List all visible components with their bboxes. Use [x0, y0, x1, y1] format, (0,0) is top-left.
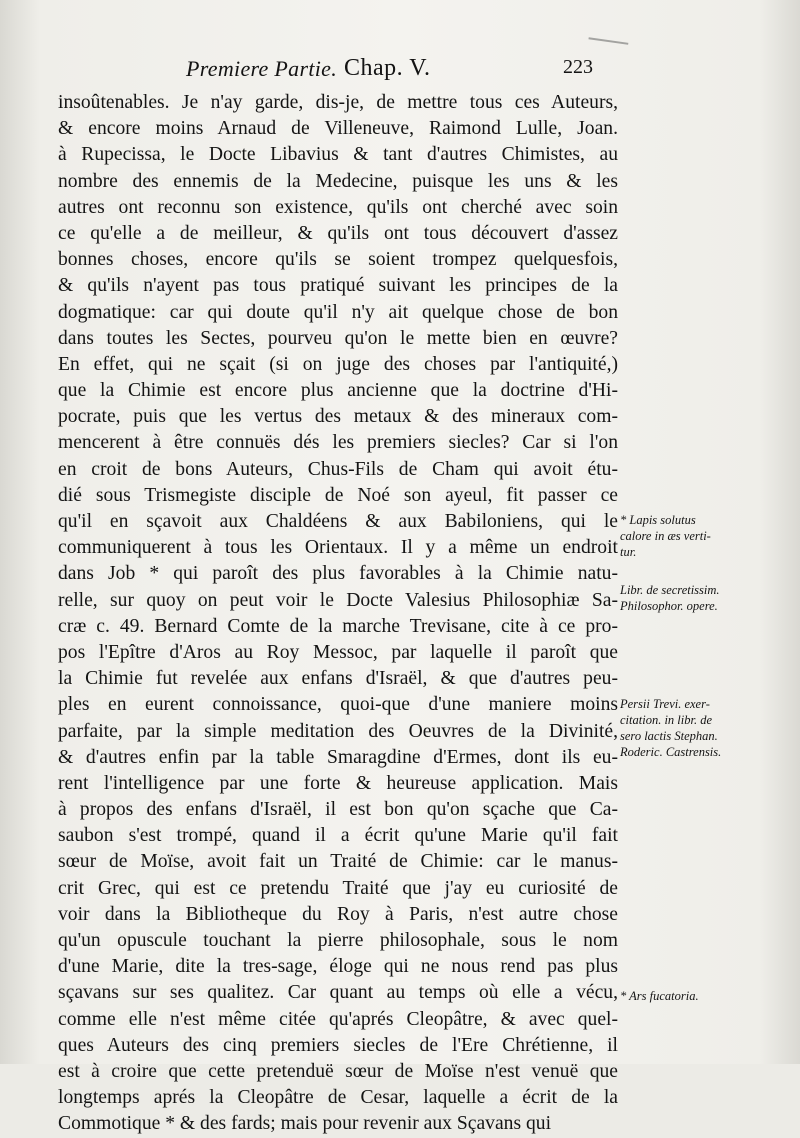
- margin-note-line: tur.: [620, 545, 637, 559]
- text-line: dans Job * qui paroît des plus favorables à la Chimie natu-: [58, 563, 618, 585]
- text-line: longtemps aprés la Cleopâtre de Cesar, laquelle a écrit de la: [58, 1087, 618, 1109]
- body-text: [58, 90, 618, 1138]
- text-line: En effet, qui ne sçait (si on juge des choses par l'antiquité,): [58, 353, 618, 375]
- text-line: communiquerent à tous les Orientaux. Il y a même un endroit: [58, 537, 618, 559]
- margin-note-line: * Ars fucatoria.: [620, 989, 699, 1003]
- text-line: dié sous Trismegiste disciple de Noé son ayeul, fit passer ce: [58, 484, 618, 506]
- text-line: la Chimie fut revelée aux enfans d'Israël, & que d'autres peu-: [58, 668, 618, 690]
- paper-blemish: [588, 37, 629, 50]
- text-line: autres ont reconnu son existence, qu'ils ont cherché avec soin: [58, 196, 618, 218]
- text-line: & d'autres enfin par la table Smaragdine d'Ermes, dont ils eu-: [58, 746, 618, 768]
- running-head-title: Premiere Partie.: [186, 56, 338, 81]
- text-line: crit Grec, qui est ce pretendu Traité que j'ay eu curiosité de: [58, 877, 618, 899]
- text-line: sçavans sur ses qualitez. Car quant au temps où elle a vécu,: [58, 982, 618, 1004]
- text-line: qu'un opuscule touchant la pierre philosophale, sous le nom: [58, 930, 618, 951]
- text-line: pocrate, puis que les vertus des metaux & des mineraux com-: [58, 406, 618, 428]
- text-line: à Rupecissa, le Docte Libavius & tant d'autres Chimistes, au: [58, 144, 618, 166]
- text-line: ques Auteurs des cinq premiers siecles de l'Ere Chrétienne, il: [58, 1034, 618, 1056]
- text-line: Commotique * & des fards; mais pour revenir aux Sçavans qui: [58, 1113, 552, 1135]
- margin-note-libr: [620, 582, 792, 614]
- page-number: 223: [563, 56, 593, 78]
- text-line: ples en eurent connoissance, quoi-que d'une maniere moins: [58, 694, 618, 716]
- text-line: ce qu'elle a de meilleur, & qu'ils ont tous découvert d'assez: [58, 222, 618, 244]
- margin-note-line: Libr. de secretissim.: [620, 583, 720, 597]
- text-line: voir dans la Bibliotheque du Roy à Paris, n'est autre chose: [58, 903, 618, 925]
- text-line: nombre des ennemis de la Medecine, puisque les uns & les: [58, 170, 618, 192]
- margin-note-line: citation. in libr. de: [620, 713, 713, 727]
- margin-note-lapis: [620, 512, 792, 560]
- text-line: que la Chimie est encore plus ancienne que la doctrine d'Hi-: [58, 380, 618, 402]
- running-head: [0, 56, 800, 86]
- text-line: d'une Marie, dite la tres-sage, éloge qui ne nous rend pas plus: [58, 956, 618, 978]
- text-line: parfaite, par la simple meditation des Oeuvres de la Divinité,: [58, 720, 618, 742]
- text-line: comme elle n'est même citée qu'aprés Cleopâtre, & avec quel-: [58, 1008, 618, 1030]
- text-line: & encore moins Arnaud de Villeneuve, Raimond Lulle, Joan.: [58, 118, 618, 140]
- text-line: dogmatique: car qui doute qu'il n'y ait quelque chose de bon: [58, 301, 618, 323]
- margin-note-persii: [620, 696, 792, 760]
- text-line: relle, sur quoy on peut voir le Docte Valesius Philosophiæ Sa-: [58, 589, 618, 611]
- text-line: sœur de Moïse, avoit fait un Traité de Chimie: car le manus-: [58, 851, 618, 873]
- text-line: à propos des enfans d'Israël, il est bon qu'on sçache que Ca-: [58, 799, 618, 821]
- text-line: mencerent à être connuës dés les premiers siecles? Car si l'on: [58, 432, 618, 454]
- text-line: & qu'ils n'ayent pas tous pratiqué suivant les principes de la: [58, 275, 618, 297]
- margin-note-line: Roderic. Castrensis.: [620, 745, 722, 759]
- text-line: rent l'intelligence par une forte & heureuse application. Mais: [58, 772, 618, 794]
- text-line: qu'il en sçavoit aux Chaldéens & aux Babiloniens, qui le: [58, 511, 618, 532]
- text-line: pos l'Epître d'Aros au Roy Messoc, par laquelle il paroît que: [58, 641, 618, 663]
- margin-note-ars: [620, 988, 792, 1004]
- margin-note-line: sero lactis Stephan.: [620, 729, 718, 743]
- text-line: bonnes choses, encore qu'ils se soient trompez quelquesfois,: [58, 249, 618, 271]
- text-line: est à croire que cette pretenduë sœur de Moïse n'est venuë que: [58, 1060, 618, 1082]
- text-line: dans toutes les Sectes, pourveu qu'on le mette bien en œuvre?: [58, 327, 618, 349]
- text-line: insoûtenables. Je n'ay garde, dis-je, de mettre tous ces Auteurs,: [58, 92, 618, 113]
- margin-note-line: * Lapis solutus: [620, 513, 696, 527]
- text-line: en croit de bons Auteurs, Chus-Fils de Cham qui avoit étu-: [58, 458, 618, 480]
- margin-note-line: Persii Trevi. exer-: [620, 697, 710, 711]
- margin-note-line: Philosophor. opere.: [620, 599, 718, 613]
- text-line: cræ c. 49. Bernard Comte de la marche Trevisane, cite à ce pro-: [58, 615, 618, 637]
- margin-note-line: calore in æs verti-: [620, 529, 711, 543]
- text-line: saubon s'est trompé, quand il a écrit qu'une Marie qu'il fait: [58, 825, 618, 847]
- running-head-chapter: Chap. V.: [344, 55, 431, 81]
